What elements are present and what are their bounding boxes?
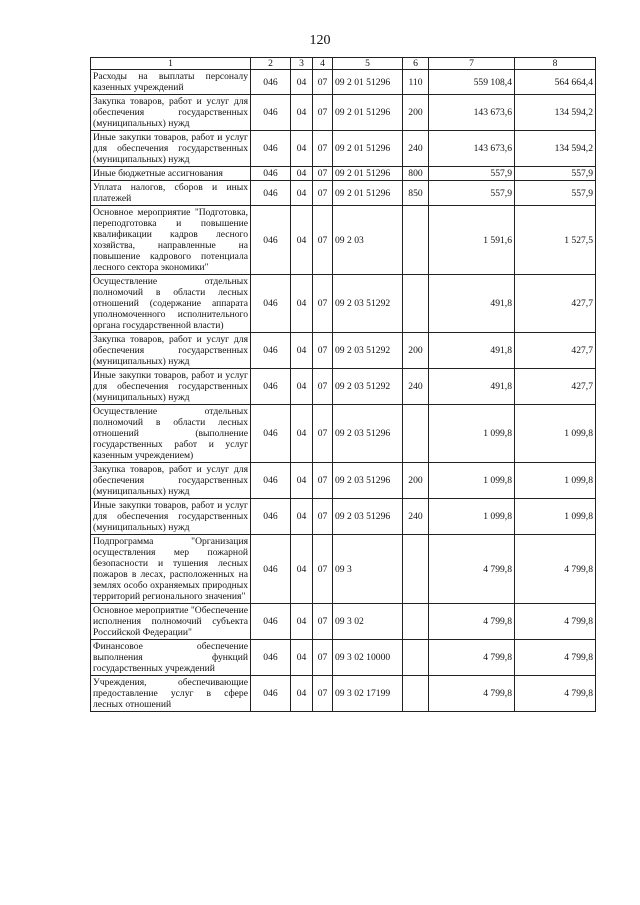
- target-article-code: 09 2 03 51296: [333, 463, 403, 499]
- expense-type-code: [403, 604, 429, 640]
- amount-year-2: 427,7: [515, 333, 596, 369]
- row-name: Иные закупки товаров, работ и услуг для обеспечения государственных (муниципальных) нужд: [91, 131, 251, 167]
- row-name: Иные закупки товаров, работ и услуг для обеспечения государственных (муниципальных) нужд: [91, 369, 251, 405]
- expense-type-code: 240: [403, 369, 429, 405]
- ministry-code: 046: [251, 70, 291, 95]
- column-header-6: 6: [403, 58, 429, 70]
- amount-year-1: 557,9: [429, 181, 515, 206]
- table-row: [91, 131, 596, 167]
- expense-type-code: [403, 405, 429, 463]
- ministry-code: 046: [251, 676, 291, 712]
- table-row: [91, 167, 596, 181]
- table-row: [91, 275, 596, 333]
- amount-year-2: 134 594,2: [515, 131, 596, 167]
- row-name: Осуществление отдельных полномочий в области лесных отношений (выполнение государственных работ и услуг казенным учреждением): [91, 405, 251, 463]
- row-name: Уплата налогов, сборов и иных платежей: [91, 181, 251, 206]
- amount-year-1: 143 673,6: [429, 131, 515, 167]
- subsection-code: 07: [313, 499, 333, 535]
- amount-year-2: 1 099,8: [515, 499, 596, 535]
- expense-type-code: 800: [403, 167, 429, 181]
- expense-type-code: [403, 535, 429, 604]
- section-code: 04: [291, 167, 313, 181]
- row-name: Иные бюджетные ассигнования: [91, 167, 251, 181]
- ministry-code: 046: [251, 167, 291, 181]
- table-row: [91, 676, 596, 712]
- target-article-code: 09 2 03 51292: [333, 275, 403, 333]
- section-code: 04: [291, 369, 313, 405]
- row-name: Подпрограмма "Организация осуществления мер пожарной безопасности и тушения лесных пожаров в лесах, расположенных на землях особо охраняемых природных территорий регионального значения": [91, 535, 251, 604]
- column-header-5: 5: [333, 58, 403, 70]
- target-article-code: 09 3 02 10000: [333, 640, 403, 676]
- amount-year-2: 4 799,8: [515, 604, 596, 640]
- section-code: 04: [291, 499, 313, 535]
- ministry-code: 046: [251, 463, 291, 499]
- budget-table: [90, 57, 596, 712]
- amount-year-2: 557,9: [515, 181, 596, 206]
- ministry-code: 046: [251, 405, 291, 463]
- section-code: 04: [291, 70, 313, 95]
- table-row: [91, 70, 596, 95]
- expense-type-code: 850: [403, 181, 429, 206]
- amount-year-1: 491,8: [429, 369, 515, 405]
- amount-year-1: 1 591,6: [429, 206, 515, 275]
- section-code: 04: [291, 640, 313, 676]
- target-article-code: 09 2 03 51296: [333, 405, 403, 463]
- ministry-code: 046: [251, 206, 291, 275]
- row-name: Расходы на выплаты персоналу казенных учреждений: [91, 70, 251, 95]
- ministry-code: 046: [251, 95, 291, 131]
- table-row: [91, 95, 596, 131]
- amount-year-1: 1 099,8: [429, 405, 515, 463]
- section-code: 04: [291, 131, 313, 167]
- subsection-code: 07: [313, 405, 333, 463]
- column-header-4: 4: [313, 58, 333, 70]
- section-code: 04: [291, 676, 313, 712]
- amount-year-1: 143 673,6: [429, 95, 515, 131]
- row-name: Осуществление отдельных полномочий в области лесных отношений (содержание аппарата уполномоченного исполнительного органа государственной власти): [91, 275, 251, 333]
- column-header-2: 2: [251, 58, 291, 70]
- expense-type-code: 200: [403, 463, 429, 499]
- section-code: 04: [291, 206, 313, 275]
- amount-year-1: 557,9: [429, 167, 515, 181]
- section-code: 04: [291, 333, 313, 369]
- target-article-code: 09 2 01 51296: [333, 167, 403, 181]
- table-header: [91, 58, 596, 70]
- ministry-code: 046: [251, 499, 291, 535]
- ministry-code: 046: [251, 275, 291, 333]
- table-row: [91, 463, 596, 499]
- ministry-code: 046: [251, 131, 291, 167]
- row-name: Закупка товаров, работ и услуг для обеспечения государственных (муниципальных) нужд: [91, 95, 251, 131]
- amount-year-2: 557,9: [515, 167, 596, 181]
- target-article-code: 09 2 03 51296: [333, 499, 403, 535]
- amount-year-1: 559 108,4: [429, 70, 515, 95]
- row-name: Основное мероприятие "Подготовка, переподготовка и повышение квалификации кадров лесного хозяйства, направленные на повышение кадрового потенциала лесного сектора экономики": [91, 206, 251, 275]
- expense-type-code: [403, 640, 429, 676]
- target-article-code: 09 2 03 51292: [333, 369, 403, 405]
- table-row: [91, 333, 596, 369]
- section-code: 04: [291, 181, 313, 206]
- expense-type-code: 240: [403, 131, 429, 167]
- amount-year-1: 491,8: [429, 333, 515, 369]
- subsection-code: 07: [313, 275, 333, 333]
- row-name: Основное мероприятие "Обеспечение исполнения полномочий субъекта Российской Федерации": [91, 604, 251, 640]
- amount-year-2: 564 664,4: [515, 70, 596, 95]
- column-header-7: 7: [429, 58, 515, 70]
- target-article-code: 09 2 01 51296: [333, 181, 403, 206]
- row-name: Закупка товаров, работ и услуг для обеспечения государственных (муниципальных) нужд: [91, 333, 251, 369]
- section-code: 04: [291, 95, 313, 131]
- target-article-code: 09 2 01 51296: [333, 95, 403, 131]
- ministry-code: 046: [251, 640, 291, 676]
- ministry-code: 046: [251, 369, 291, 405]
- table-row: [91, 206, 596, 275]
- amount-year-1: 4 799,8: [429, 676, 515, 712]
- amount-year-2: 1 527,5: [515, 206, 596, 275]
- column-header-1: 1: [91, 58, 251, 70]
- expense-type-code: 200: [403, 95, 429, 131]
- target-article-code: 09 3 02: [333, 604, 403, 640]
- table-row: [91, 181, 596, 206]
- amount-year-1: 4 799,8: [429, 604, 515, 640]
- amount-year-2: 1 099,8: [515, 463, 596, 499]
- amount-year-2: 4 799,8: [515, 640, 596, 676]
- subsection-code: 07: [313, 181, 333, 206]
- amount-year-1: 491,8: [429, 275, 515, 333]
- target-article-code: 09 2 01 51296: [333, 131, 403, 167]
- subsection-code: 07: [313, 676, 333, 712]
- ministry-code: 046: [251, 535, 291, 604]
- subsection-code: 07: [313, 640, 333, 676]
- expense-type-code: [403, 275, 429, 333]
- expense-type-code: 110: [403, 70, 429, 95]
- row-name: Финансовое обеспечение выполнения функций государственных учреждений: [91, 640, 251, 676]
- amount-year-2: 427,7: [515, 275, 596, 333]
- target-article-code: 09 3: [333, 535, 403, 604]
- subsection-code: 07: [313, 333, 333, 369]
- expense-type-code: 240: [403, 499, 429, 535]
- table-body: [91, 70, 596, 712]
- subsection-code: 07: [313, 95, 333, 131]
- ministry-code: 046: [251, 181, 291, 206]
- expense-type-code: [403, 676, 429, 712]
- amount-year-1: 1 099,8: [429, 463, 515, 499]
- header-row: [91, 58, 596, 70]
- table-row: [91, 499, 596, 535]
- subsection-code: 07: [313, 70, 333, 95]
- section-code: 04: [291, 463, 313, 499]
- subsection-code: 07: [313, 604, 333, 640]
- subsection-code: 07: [313, 463, 333, 499]
- ministry-code: 046: [251, 604, 291, 640]
- amount-year-1: 4 799,8: [429, 640, 515, 676]
- table-row: [91, 604, 596, 640]
- amount-year-1: 4 799,8: [429, 535, 515, 604]
- expense-type-code: 200: [403, 333, 429, 369]
- section-code: 04: [291, 275, 313, 333]
- row-name: Закупка товаров, работ и услуг для обеспечения государственных (муниципальных) нужд: [91, 463, 251, 499]
- table-row: [91, 369, 596, 405]
- target-article-code: 09 3 02 17199: [333, 676, 403, 712]
- expense-type-code: [403, 206, 429, 275]
- target-article-code: 09 2 03: [333, 206, 403, 275]
- amount-year-2: 1 099,8: [515, 405, 596, 463]
- amount-year-2: 134 594,2: [515, 95, 596, 131]
- column-header-8: 8: [515, 58, 596, 70]
- amount-year-2: 4 799,8: [515, 676, 596, 712]
- subsection-code: 07: [313, 131, 333, 167]
- ministry-code: 046: [251, 333, 291, 369]
- section-code: 04: [291, 535, 313, 604]
- amount-year-2: 427,7: [515, 369, 596, 405]
- row-name: Учреждения, обеспечивающие предоставление услуг в сфере лесных отношений: [91, 676, 251, 712]
- amount-year-1: 1 099,8: [429, 499, 515, 535]
- amount-year-2: 4 799,8: [515, 535, 596, 604]
- subsection-code: 07: [313, 369, 333, 405]
- subsection-code: 07: [313, 206, 333, 275]
- subsection-code: 07: [313, 167, 333, 181]
- target-article-code: 09 2 01 51296: [333, 70, 403, 95]
- section-code: 04: [291, 604, 313, 640]
- page-number: 120: [309, 33, 331, 48]
- table-row: [91, 640, 596, 676]
- column-header-3: 3: [291, 58, 313, 70]
- table-row: [91, 535, 596, 604]
- subsection-code: 07: [313, 535, 333, 604]
- target-article-code: 09 2 03 51292: [333, 333, 403, 369]
- section-code: 04: [291, 405, 313, 463]
- row-name: Иные закупки товаров, работ и услуг для обеспечения государственных (муниципальных) нужд: [91, 499, 251, 535]
- table-row: [91, 405, 596, 463]
